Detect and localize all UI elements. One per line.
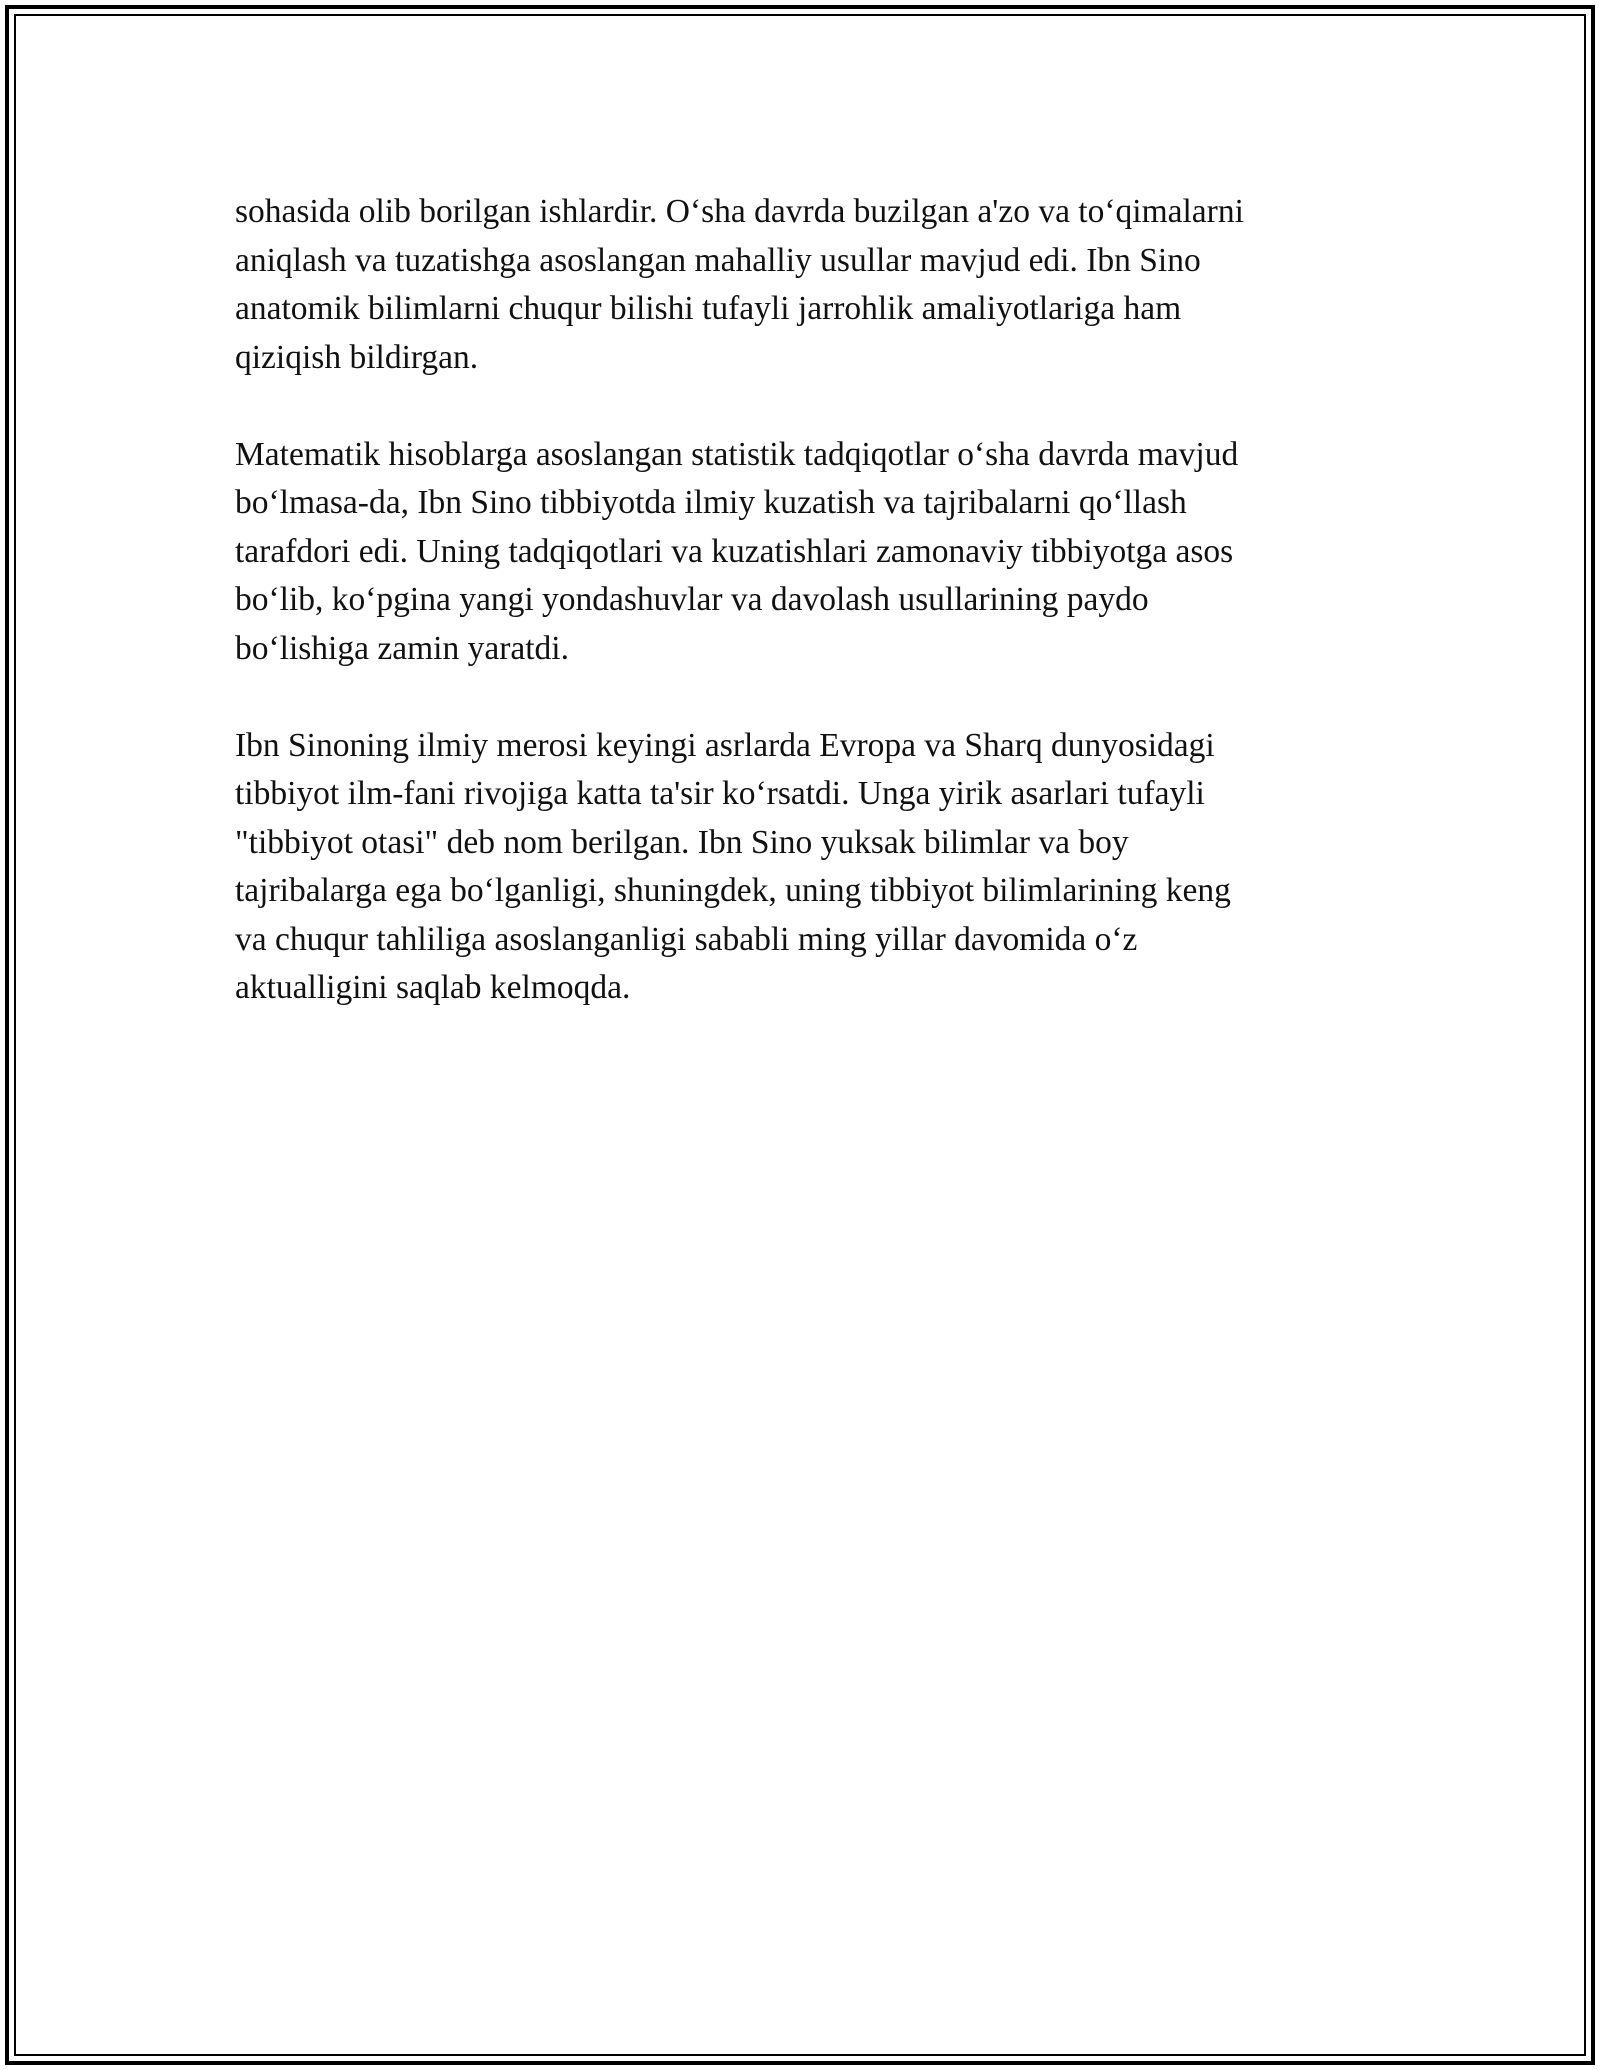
paragraph-1: sohasida olib borilgan ishlardir. O‘sha davrda buzilgan a'zo va to‘qimalarni aniqlash va tuzatishga asoslangan mahalliy usullar mavjud edi. Ibn Sino anatomik bilimlarni chuqur bilishi tufayli jarrohlik amaliyotlariga ham qiziqish bildirgan. — [235, 193, 1244, 376]
paragraph-2: Matematik hisoblarga asoslangan statistik tadqiqotlar o‘sha davrda mavjud bo‘lmasa-da, Ibn Sino tibbiyotda ilmiy kuzatish va tajribalarni qo‘llash tarafdori edi. Uning tadqiqotlari va kuzatishlari zamonaviy tibbiyotga asos bo‘lib, ko‘pgina yangi yondashuvlar va davolash usullarining paydo bo‘lishiga zamin yaratdi. — [235, 435, 1239, 667]
document-body — [235, 188, 1355, 1061]
paragraph-3: Ibn Sinoning ilmiy merosi keyingi asrlarda Evropa va Sharq dunyosidagi tibbiyot ilm-fani rivojiga katta ta'sir ko‘rsatdi. Unga yirik asarlari tufayli "tibbiyot otasi" deb nom berilgan. Ibn Sino yuksak bilimlar va boy tajribalarga ega bo‘lganligi, shuningdek, uning tibbiyot bilimlarining keng va chuqur tahliliga asoslanganligi sababli ming yillar davomida o‘z aktualligini saqlab kelmoqda. — [235, 726, 1231, 1006]
